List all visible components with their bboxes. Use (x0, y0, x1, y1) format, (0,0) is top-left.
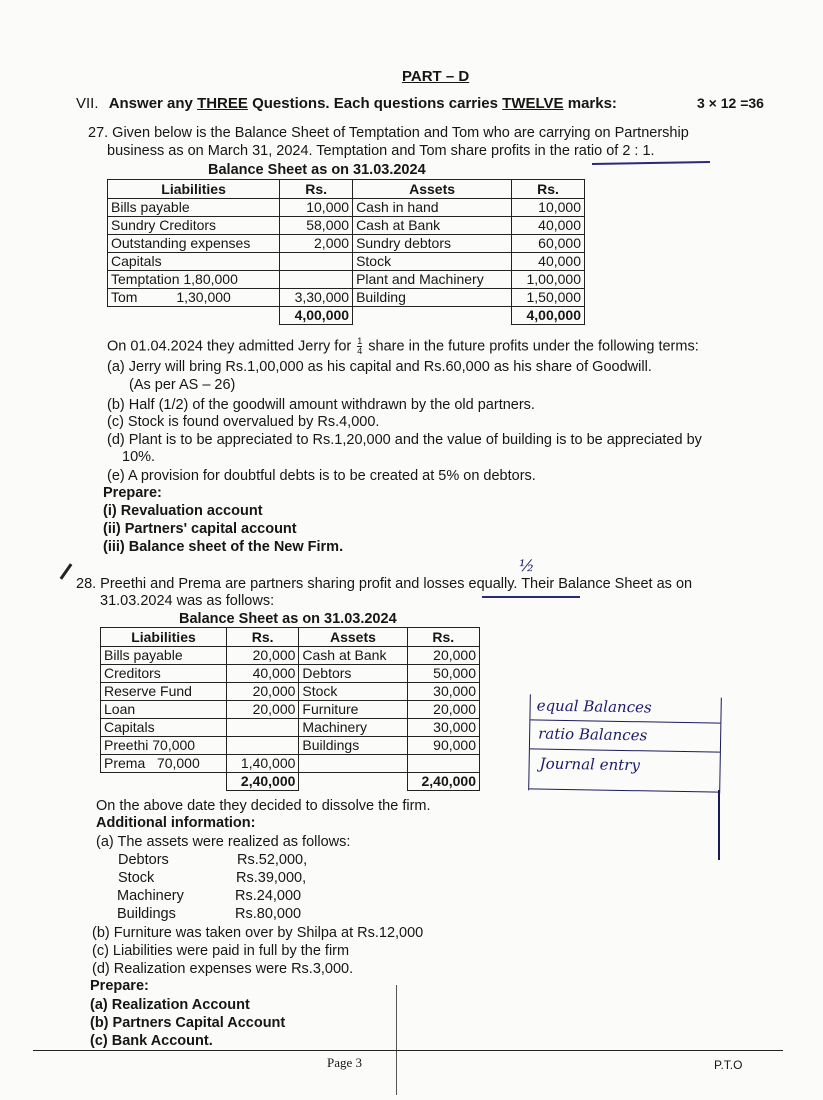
total-cell: 2,40,000 (407, 773, 479, 791)
cell: Furniture (299, 701, 407, 719)
table-total-row (108, 307, 585, 325)
table-row (101, 701, 480, 719)
cell: Preethi 70,000 (101, 737, 227, 755)
handwritten-half-mark: ½ (519, 556, 535, 575)
handwritten-notes-box (528, 694, 722, 793)
part-heading: PART – D (402, 68, 470, 85)
realized-asset-amount: Rs.80,000 (235, 906, 302, 922)
col-liabilities: Liabilities (101, 628, 227, 647)
cell: Cash at Bank (353, 217, 512, 235)
term-b: (b) Half (1/2) of the goodwill amount withdrawn by the old partners. (107, 397, 535, 413)
cell: Building (353, 289, 512, 307)
handwritten-note: Journal entry (539, 754, 641, 775)
cell (299, 755, 407, 773)
cell: 50,000 (407, 665, 479, 683)
table-row (108, 235, 585, 253)
realized-asset-amount: Rs.39,000, (236, 870, 307, 886)
cell: Reserve Fund (101, 683, 227, 701)
page-number: Page 3 (327, 1055, 363, 1070)
cell (280, 253, 353, 271)
cell: Capitals (101, 719, 227, 737)
cell (101, 773, 227, 791)
section-number: VII. (76, 95, 99, 112)
q28-dissolve: On the above date they decided to dissolve the firm. (96, 798, 431, 814)
cell: Tom 1,30,000 (108, 289, 280, 307)
cell: Outstanding expenses (108, 235, 280, 253)
q28-intro-line1: 28. Preethi and Prema are partners sharing profit and losses equally. Their Balance Sheet as on (76, 576, 693, 592)
cell: Debtors (299, 665, 407, 683)
cell: Bills payable (101, 647, 227, 665)
total-cell: 2,40,000 (226, 773, 298, 791)
cell: 90,000 (407, 737, 479, 755)
footer-rule (33, 1050, 783, 1051)
q28-prepare-item: (a) Realization Account (90, 997, 250, 1013)
q27-prepare-item: (i) Revaluation account (103, 503, 263, 519)
term-a-note: (As per AS – 26) (129, 377, 236, 393)
realized-asset-name: Debtors (118, 852, 169, 868)
cell: 40,000 (512, 217, 585, 235)
cell: 30,000 (407, 719, 479, 737)
q27-admission-text (107, 337, 699, 356)
total-cell: 4,00,000 (280, 307, 353, 325)
term-d: (d) Plant is to be appreciated to Rs.1,20,000 and the value of building is to be appreciated by (107, 432, 702, 448)
cell: 1,40,000 (226, 755, 298, 773)
fraction-numerator: 1 (357, 336, 363, 346)
cell (280, 271, 353, 289)
q28-balance-sheet (100, 627, 480, 791)
cell: 40,000 (226, 665, 298, 683)
pen-stroke (718, 790, 720, 860)
cell: Stock (299, 683, 407, 701)
term-a: (a) Jerry will bring Rs.1,00,000 as his capital and Rs.60,000 as his share of Goodwill. (107, 359, 652, 375)
cell: 20,000 (407, 701, 479, 719)
realized-asset-name: Machinery (117, 888, 184, 904)
q27-prepare: Prepare: (103, 485, 162, 501)
col-assets: Assets (353, 180, 512, 199)
handwritten-note: equal Balances (536, 696, 652, 717)
q27-table-title: Balance Sheet as on 31.03.2024 (208, 162, 426, 178)
cell: 1,50,000 (512, 289, 585, 307)
cell: 10,000 (280, 199, 353, 217)
col-rs: Rs. (407, 628, 479, 647)
col-liabilities: Liabilities (108, 180, 280, 199)
q28-additional: Additional information: (96, 815, 256, 831)
q27-balance-sheet (107, 179, 585, 325)
table-header-row (108, 180, 585, 199)
q28-prepare-item: (b) Partners Capital Account (90, 1015, 286, 1031)
table-row (108, 271, 585, 289)
q28-realized-intro: (a) The assets were realized as follows: (96, 834, 351, 850)
cell: Plant and Machinery (353, 271, 512, 289)
term-d-cont: 10%. (122, 449, 156, 465)
note-divider (530, 748, 720, 752)
q28-info: (c) Liabilities were paid in full by the firm (92, 943, 350, 959)
fold-line (396, 985, 397, 1095)
cell: Loan (101, 701, 227, 719)
table-row (108, 199, 585, 217)
realized-asset-amount: Rs.52,000, (237, 852, 308, 868)
cell: Machinery (299, 719, 407, 737)
cell (353, 307, 512, 325)
table-row (101, 665, 480, 683)
pen-tick-mark (60, 563, 73, 579)
cell: Cash at Bank (299, 647, 407, 665)
q28-info: (d) Realization expenses were Rs.3,000. (92, 961, 354, 977)
cell: 20,000 (407, 647, 479, 665)
cell (226, 719, 298, 737)
term-c: (c) Stock is found overvalued by Rs.4,000. (107, 414, 380, 430)
table-row (108, 217, 585, 235)
cell: Temptation 1,80,000 (108, 271, 280, 289)
cell: 20,000 (226, 683, 298, 701)
cell: Capitals (108, 253, 280, 271)
admit-post: share in the future profits under the following terms: (364, 338, 699, 355)
cell: 30,000 (407, 683, 479, 701)
q28-info: (b) Furniture was taken over by Shilpa at Rs.12,000 (92, 925, 424, 941)
share-fraction (357, 337, 362, 356)
q28-prepare: Prepare: (90, 978, 149, 994)
cell: 2,000 (280, 235, 353, 253)
instruction-three: THREE (197, 95, 248, 112)
fraction-denominator: 4 (357, 346, 363, 356)
q27-prepare-item: (iii) Balance sheet of the New Firm. (103, 539, 344, 555)
marks-allotment: 3 × 12 =36 (697, 95, 764, 111)
table-row (101, 737, 480, 755)
cell: 20,000 (226, 701, 298, 719)
table-row (108, 253, 585, 271)
cell: 40,000 (512, 253, 585, 271)
q28-prepare-item: (c) Bank Account. (90, 1033, 213, 1049)
pen-underline (482, 596, 580, 598)
instruction-mid: Questions. Each questions carries (247, 95, 503, 112)
cell (226, 737, 298, 755)
cell: 20,000 (226, 647, 298, 665)
instruction-twelve: TWELVE (502, 95, 564, 112)
cell: Stock (353, 253, 512, 271)
cell (407, 755, 479, 773)
instruction-text: Answer any (108, 95, 198, 112)
instruction-post: marks: (563, 95, 617, 112)
admit-pre: On 01.04.2024 they admitted Jerry for (107, 338, 356, 355)
col-rs: Rs. (512, 180, 585, 199)
table-row (101, 719, 480, 737)
cell: Buildings (299, 737, 407, 755)
pen-underline (592, 161, 710, 165)
table-header-row (101, 628, 480, 647)
cell: Sundry Creditors (108, 217, 280, 235)
q28-intro-line2: 31.03.2024 was as follows: (100, 593, 275, 609)
term-e: (e) A provision for doubtful debts is to be created at 5% on debtors. (107, 468, 536, 484)
cell (108, 307, 280, 325)
realized-asset-name: Stock (118, 870, 155, 886)
q27-prepare-item: (ii) Partners' capital account (103, 521, 297, 537)
note-divider (530, 719, 720, 723)
q27-intro-line1: 27. Given below is the Balance Sheet of Temptation and Tom who are carrying on Partnership (88, 125, 689, 141)
total-cell: 4,00,000 (512, 307, 585, 325)
section-instruction (76, 95, 617, 112)
cell: Bills payable (108, 199, 280, 217)
pto-label: P.T.O (714, 1058, 743, 1072)
realized-asset-name: Buildings (117, 906, 176, 922)
table-total-row (101, 773, 480, 791)
cell: 1,00,000 (512, 271, 585, 289)
realized-asset-amount: Rs.24,000 (235, 888, 302, 904)
cell: Creditors (101, 665, 227, 683)
table-row (101, 683, 480, 701)
cell: Prema 70,000 (101, 755, 227, 773)
q28-table-title: Balance Sheet as on 31.03.2024 (179, 611, 397, 627)
cell (299, 773, 407, 791)
table-row (108, 289, 585, 307)
col-assets: Assets (299, 628, 407, 647)
table-row (101, 647, 480, 665)
q27-intro-line2: business as on March 31, 2024. Temptation and Tom share profits in the ratio of 2 : 1. (107, 143, 655, 159)
col-rs: Rs. (226, 628, 298, 647)
cell: 10,000 (512, 199, 585, 217)
note-divider (529, 788, 719, 792)
cell: Cash in hand (353, 199, 512, 217)
col-rs: Rs. (280, 180, 353, 199)
cell: 60,000 (512, 235, 585, 253)
cell: Sundry debtors (353, 235, 512, 253)
handwritten-note: ratio Balances (538, 724, 648, 745)
cell: 58,000 (280, 217, 353, 235)
table-row (101, 755, 480, 773)
cell: 3,30,000 (280, 289, 353, 307)
